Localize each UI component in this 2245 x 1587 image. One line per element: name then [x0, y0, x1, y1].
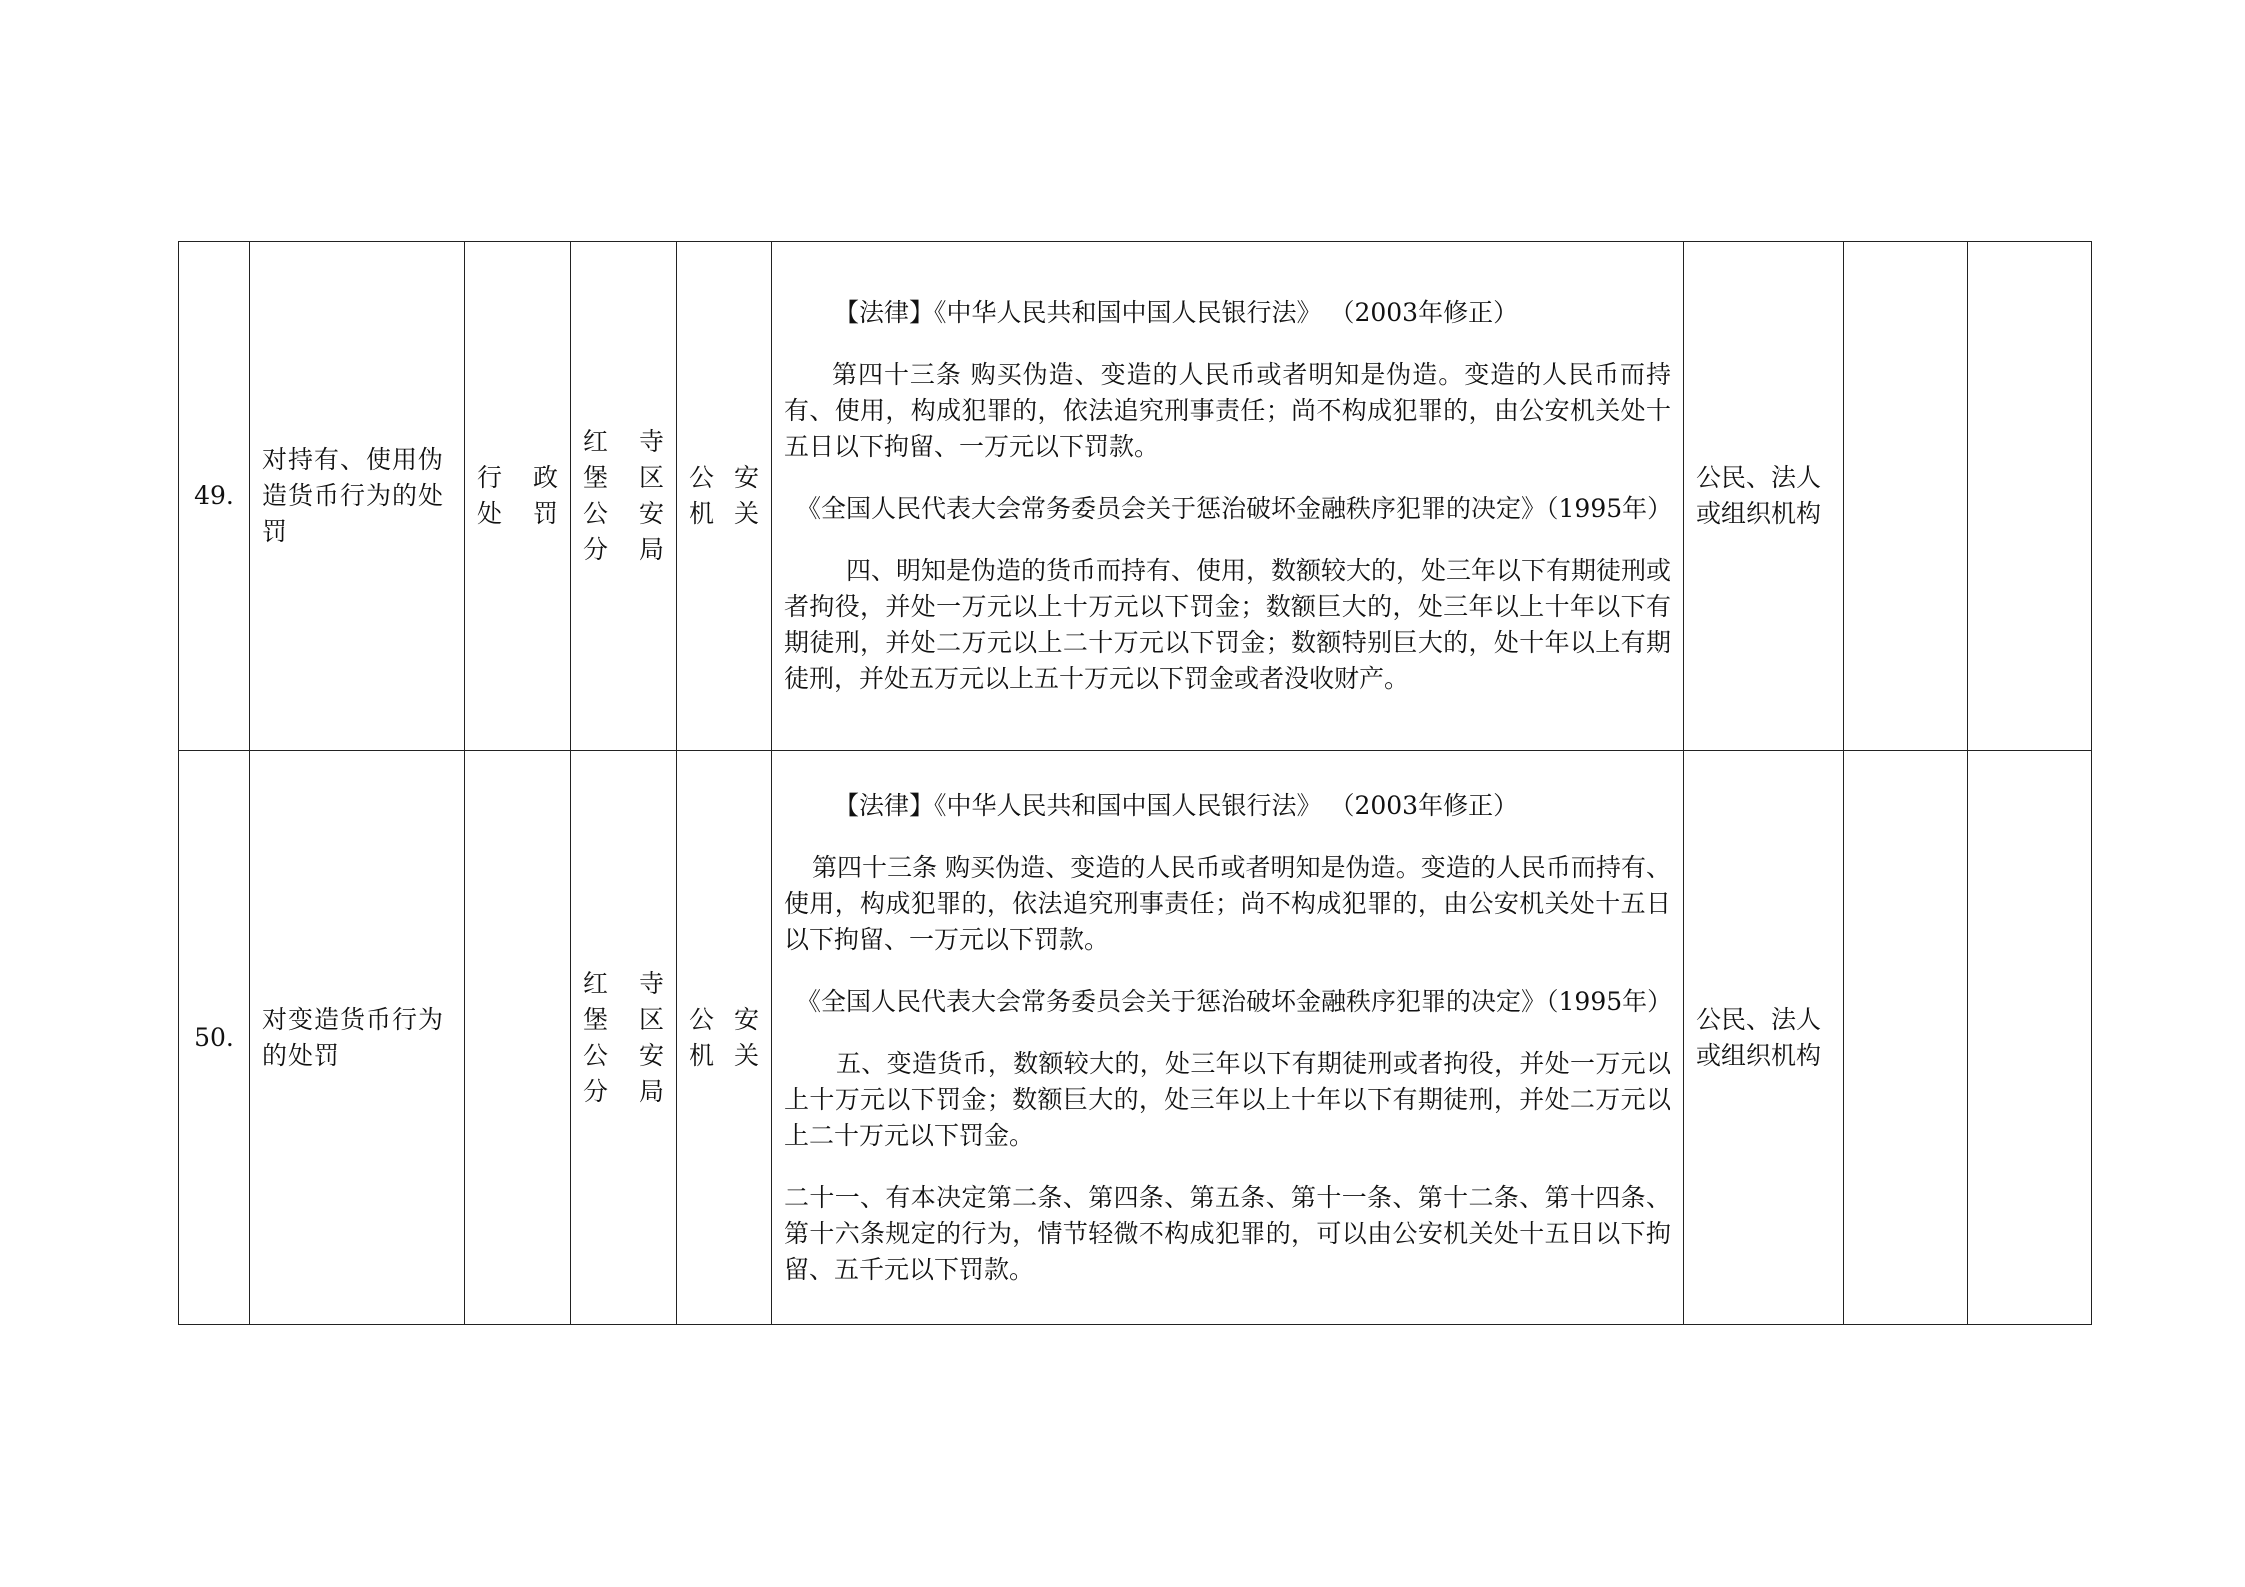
- authority-line: 公安: [583, 499, 664, 528]
- law-title: 【法律】《中华人民共和国中国人民银行法》 （2003年修正）: [834, 298, 1519, 327]
- authority-line: 堡区: [583, 1004, 664, 1034]
- empty-cell: [1844, 751, 1968, 1325]
- empty-cell: [1968, 751, 2092, 1325]
- table-row: [179, 751, 2092, 1325]
- item-implementer: [677, 751, 772, 1325]
- category-line: 处罚: [477, 499, 558, 528]
- decision-title: 《全国人民代表大会常务委员会关于惩治破坏金融秩序犯罪的决定》（1995年）: [796, 986, 1673, 1016]
- implementer-line: 公安: [689, 463, 759, 492]
- item-category: [465, 242, 571, 751]
- implementer-line: 机关: [689, 499, 759, 528]
- category-line: 行政: [477, 463, 558, 492]
- law-article: 第四十三条 购买伪造、变造的人民币或者明知是伪造。变造的人民币而持有、使用，构成犯罪的，依法追究刑事责任；尚不构成犯罪的，由公安机关处十五日以下拘留、一万元以下罚款。: [784, 360, 1671, 461]
- table-row: [179, 242, 2092, 751]
- implementer-line: 机关: [689, 1040, 759, 1070]
- implementer-line: 公安: [689, 1004, 759, 1034]
- authority-line: 公安: [583, 1040, 664, 1070]
- item-authority: [571, 242, 677, 751]
- target-object: 公民、法人或组织机构: [1684, 751, 1844, 1325]
- empty-cell: [1968, 242, 2092, 751]
- law-title: 【法律】《中华人民共和国中国人民银行法》 （2003年修正）: [834, 790, 1519, 820]
- decision-article: 五、变造货币，数额较大的，处三年以下有期徒刑或者拘役，并处一万元以上十万元以下罚金；数额巨大的，处三年以上十年以下有期徒刑，并处二万元以上二十万元以下罚金。: [784, 1048, 1671, 1150]
- item-name: 对变造货币行为的处罚: [250, 751, 465, 1325]
- authority-line: 堡区: [583, 463, 664, 492]
- item-authority: [571, 751, 677, 1325]
- row-number: 50.: [179, 751, 250, 1325]
- decision-title: 《全国人民代表大会常务委员会关于惩治破坏金融秩序犯罪的决定》（1995年）: [796, 494, 1673, 523]
- decision-article: 四、明知是伪造的货币而持有、使用，数额较大的，处三年以下有期徒刑或者拘役，并处一万元以上十万元以下罚金；数额巨大的，处三年以上十年以下有期徒刑，并处二万元以上二十万元以下罚金；数额特别巨大的，处十年以上有期徒刑，并处五万元以上五十万元以下罚金或者没收财产。: [784, 556, 1672, 693]
- item-category: [465, 751, 571, 1325]
- legal-basis: [772, 242, 1684, 751]
- item-name: 对持有、使用伪造货币行为的处罚: [250, 242, 465, 751]
- authority-line: 红寺: [583, 427, 664, 456]
- row-number: 49.: [179, 242, 250, 751]
- legal-basis: [772, 751, 1684, 1325]
- decision-article: 二十一、有本决定第二条、第四条、第五条、第十一条、第十二条、第十四条、第十六条规定的行为，情节轻微不构成犯罪的，可以由公安机关处十五日以下拘留、五千元以下罚款。: [784, 1182, 1671, 1284]
- empty-cell: [1844, 242, 1968, 751]
- target-object: 公民、法人或组织机构: [1684, 242, 1844, 751]
- authority-line: 分局: [583, 535, 664, 564]
- penalty-table: [178, 241, 2092, 1325]
- item-implementer: [677, 242, 772, 751]
- authority-line: 红寺: [583, 968, 664, 998]
- law-article: 第四十三条 购买伪造、变造的人民币或者明知是伪造。变造的人民币而持有、使用，构成犯罪的，依法追究刑事责任；尚不构成犯罪的，由公安机关处十五日以下拘留、一万元以下罚款。: [784, 852, 1671, 954]
- authority-line: 分局: [583, 1076, 664, 1106]
